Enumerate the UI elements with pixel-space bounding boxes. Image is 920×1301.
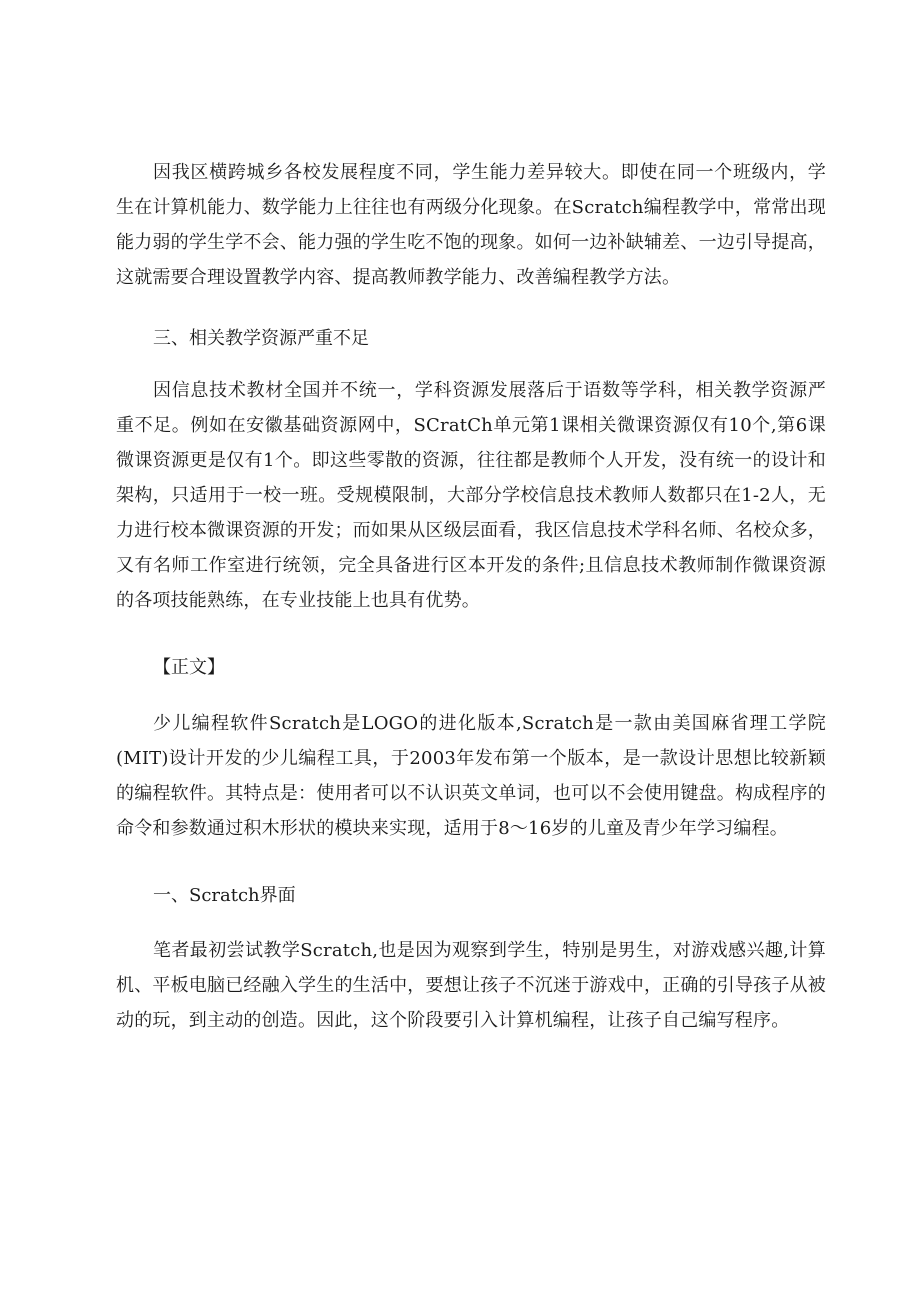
section-label-main-text: 【正文】 xyxy=(153,657,225,678)
section-heading-1: 一、Scratch界面 xyxy=(153,885,296,906)
body-paragraph: 因信息技术教材全国并不统一，学科资源发展落后于语数等学科，相关教学资源严重不足。例如在安徽基础资源网中，SCratCh单元第1课相关微课资源仅有10个,第6课微课资源更是仅有1个。即这些零散的资源，往往都是教师个人开发，没有统一的设计和架构，只适用于一校一班。受规模限制，大部分学校信息技术教师人数都只在1-2人，无力进行校本微课资源的开发；而如果从区级层面看，我区信息技术学科名师、名校众多，又有名师工作室进行统领，完全具备进行区本开发的条件;且信息技术教师制作微课资源的各项技能熟练，在专业技能上也具有优势。 xyxy=(116,380,826,611)
body-paragraph: 因我区横跨城乡各校发展程度不同，学生能力差异较大。即使在同一个班级内，学生在计算机能力、数学能力上往往也有两级分化现象。在Scratch编程教学中，常常出现能力弱的学生学不会、能力强的学生吃不饱的现象。如何一边补缺辅差、一边引导提高，这就需要合理设置教学内容、提高教师教学能力、改善编程教学方法。 xyxy=(116,162,826,288)
body-paragraph: 笔者最初尝试教学Scratch,也是因为观察到学生，特别是男生，对游戏感兴趣,计算机、平板电脑已经融入学生的生活中，要想让孩子不沉迷于游戏中，正确的引导孩子从被动的玩，到主动的创造。因此，这个阶段要引入计算机编程，让孩子自己编写程序。 xyxy=(116,940,826,1031)
section-heading-3: 三、相关教学资源严重不足 xyxy=(153,328,369,349)
body-paragraph: 少儿编程软件Scratch是LOGO的进化版本,Scratch是一款由美国麻省理工学院(MIT)设计开发的少儿编程工具，于2003年发布第一个版本，是一款设计思想比较新颖的编程软件。其特点是：使用者可以不认识英文单词，也可以不会使用键盘。构成程序的命令和参数通过积木形状的模块来实现，适用于8〜16岁的儿童及青少年学习编程。 xyxy=(116,713,826,839)
